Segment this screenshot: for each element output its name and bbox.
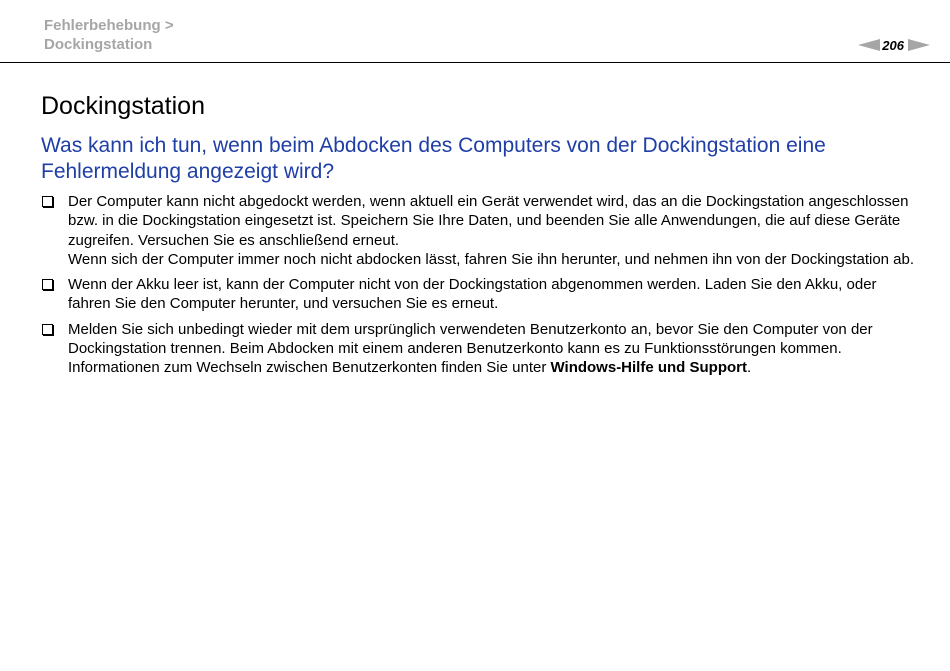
header-divider: [0, 62, 950, 63]
list-item-text-part: Melden Sie sich unbedingt wieder mit dem ursprünglich verwendeten Benutzerkonto an, bevor Sie den Computer von der Dockingstation trennen. Beim Abdocken mit einem anderen Benutzerkonto kann es zu Funktionsstörungen kommen. Informationen zum Wechseln zwischen Benutzerkonten finden Sie unter: [68, 320, 873, 377]
list-item-text: [68, 320, 921, 378]
breadcrumb: [44, 16, 174, 54]
answer-list: [41, 192, 921, 384]
windows-help-reference: Windows-Hilfe und Support: [550, 359, 748, 377]
page-title: Dockingstation: [41, 92, 205, 120]
question-heading: Was kann ich tun, wenn beim Abdocken des Computers von der Dockingstation eine Fehlermeldung angezeigt wird?: [41, 134, 826, 183]
list-item-text: Wenn sich der Computer immer noch nicht abdocken lässt, fahren Sie ihn herunter, und nehmen ihn von der Dockingstation ab.: [68, 250, 915, 268]
checkbox-bullet-icon: [42, 279, 53, 290]
arrow-left-icon[interactable]: [858, 39, 880, 51]
list-item: [41, 320, 921, 378]
breadcrumb-current[interactable]: Dockingstation: [44, 36, 153, 53]
list-item-text-part: .: [747, 359, 752, 377]
arrow-right-icon[interactable]: [908, 39, 930, 51]
list-item: [41, 275, 921, 314]
checkbox-bullet-icon: [42, 196, 53, 207]
list-item-text: Wenn der Akku leer ist, kann der Computer nicht von der Dockingstation abgenommen werden. Laden Sie den Akku, oder fahren Sie den Computer herunter, und versuchen Sie es erneut.: [68, 276, 877, 313]
page-number: 206: [882, 37, 904, 53]
breadcrumb-section[interactable]: Fehlerbehebung >: [44, 17, 174, 34]
list-item-text: Der Computer kann nicht abgedockt werden, wenn aktuell ein Gerät verwendet wird, das an die Dockingstation angeschlossen bzw. in die Dockingstation eingesetzt ist. Speichern Sie Ihre Daten, und beenden Sie alle Anwendungen, die auf diese Geräte zugreifen. Versuchen Sie es anschließend erneut.: [68, 193, 909, 249]
list-item: [41, 192, 921, 269]
page-navigation: [858, 36, 930, 54]
checkbox-bullet-icon: [42, 324, 53, 335]
